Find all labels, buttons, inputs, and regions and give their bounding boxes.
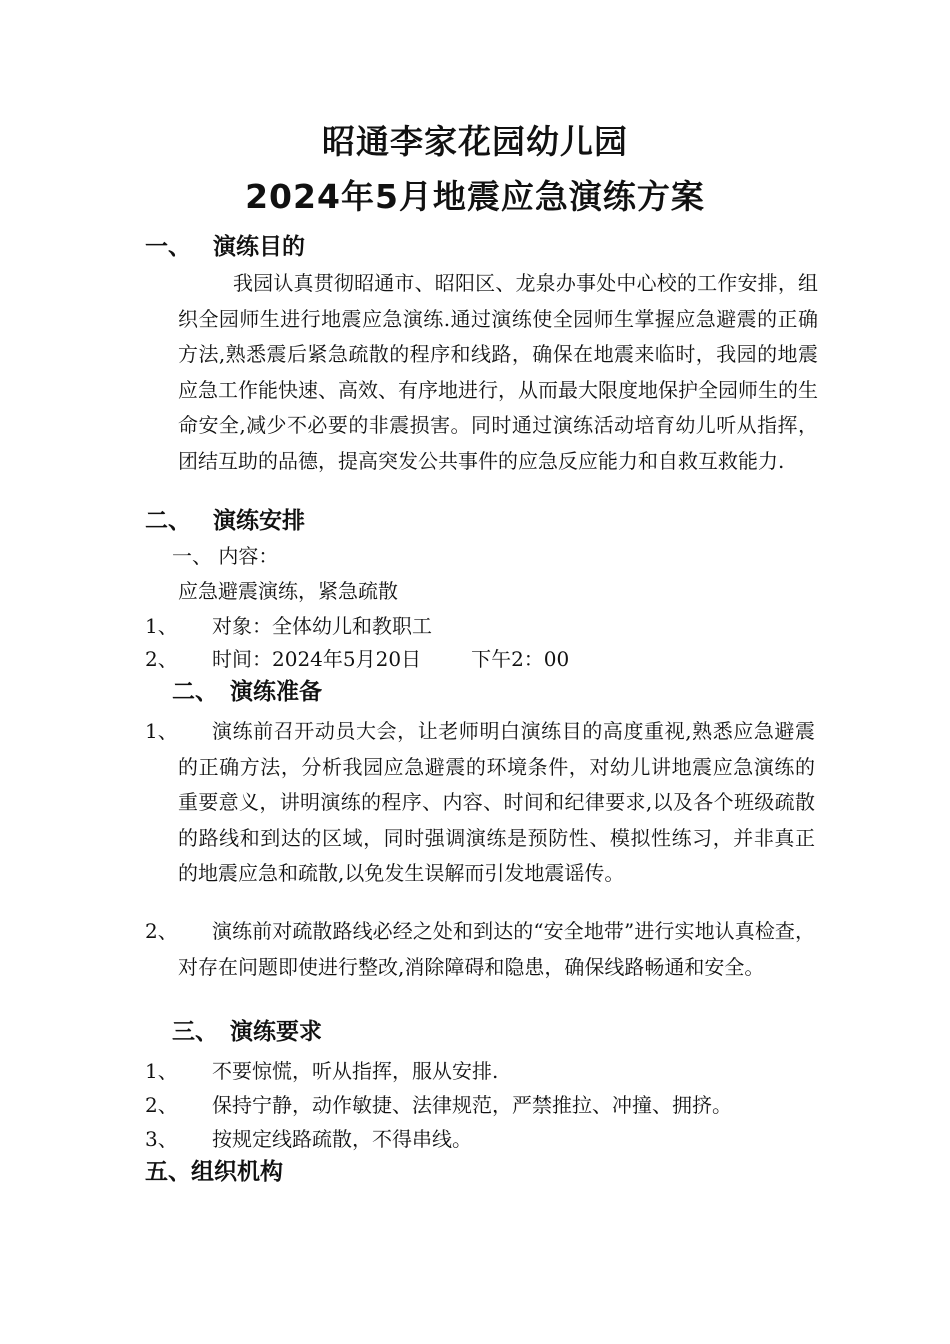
section-number: 二、 (145, 508, 191, 534)
list-item (145, 642, 815, 678)
section-heading-arrangement (145, 506, 305, 536)
purpose-paragraph: 我园认真贯彻昭通市、昭阳区、龙泉办事处中心校的工作安排，组织全园师生进行地震应急演练.通过演练使全园师生掌握应急避震的正确方法,熟悉震后紧急疏散的程序和线路，确保在地震来临时，我园的地震应急工作能快速、高效、有序地进行，从而最大限度地保护全园师生的生命安全,减少不必要的非震损害。同时通过演练活动培育幼儿听从指挥，团结互助的品德，提高突发公共事件的应急反应能力和自救互救能力. (178, 271, 818, 473)
list-marker: 3、 (145, 1127, 178, 1151)
list-text: 演练前召开动员大会，让老师明白演练目的高度重视,熟悉应急避震的正确方法，分析我园应急避震的环境条件，对幼儿讲地震应急演练的重要意义，讲明演练的程序、内容、时间和纪律要求,以及各个班级疏散的路线和到达的区域，同时强调演练是预防性、模拟性练习，并非真正的地震应急和疏散,以免发生误解而引发地震谣传。 (178, 719, 815, 885)
list-marker: 1、 (145, 1059, 178, 1083)
section-title: 演练安排 (213, 508, 305, 534)
list-text: 按规定线路疏散，不得串线。 (212, 1127, 472, 1151)
list-marker: 1、 (145, 719, 178, 743)
list-marker: 1、 (145, 614, 178, 638)
list-marker: 2、 (145, 1093, 178, 1117)
section-heading-requirements (172, 1017, 322, 1047)
list-text: 时间：2024年5月20日 (212, 647, 422, 671)
list-item (145, 1122, 815, 1158)
section-number: 二、 (172, 679, 218, 705)
list-text: 对象：全体幼儿和教职工 (212, 614, 432, 638)
list-item (145, 1054, 815, 1090)
content-text: 应急避震演练，紧急疏散 (178, 579, 398, 603)
list-item (145, 714, 815, 892)
time-afternoon: 下午2：00 (471, 647, 570, 671)
list-text: 演练前对疏散路线必经之处和到达的“安全地带”进行实地认真检查，对存在问题即使进行整改,消除障碍和隐患，确保线路畅通和安全。 (178, 919, 815, 979)
list-marker: 2、 (145, 919, 178, 943)
document-title-line2: 2024年5月地震应急演练方案 (245, 177, 705, 216)
list-item (145, 914, 815, 985)
section-title: 演练要求 (230, 1019, 322, 1045)
list-text: 保持宁静，动作敏捷、法律规范，严禁推拉、冲撞、拥挤。 (212, 1093, 732, 1117)
section-heading-preparation (172, 677, 322, 707)
section-title: 演练目的 (213, 234, 305, 260)
list-text: 不要惊慌，听从指挥，服从安排. (212, 1059, 499, 1083)
section-title: 演练准备 (230, 679, 322, 705)
section-heading-purpose (145, 232, 305, 262)
list-item (145, 1088, 815, 1124)
section-heading-organization: 五、组织机构 (145, 1159, 283, 1185)
list-marker: 2、 (145, 647, 178, 671)
section-number: 一、 (145, 234, 191, 260)
section-number: 三、 (172, 1019, 218, 1045)
document-title-line1: 昭通李家花园幼儿园 (322, 122, 628, 161)
list-item (145, 609, 815, 645)
content-label: 一、 内容： (172, 544, 279, 568)
